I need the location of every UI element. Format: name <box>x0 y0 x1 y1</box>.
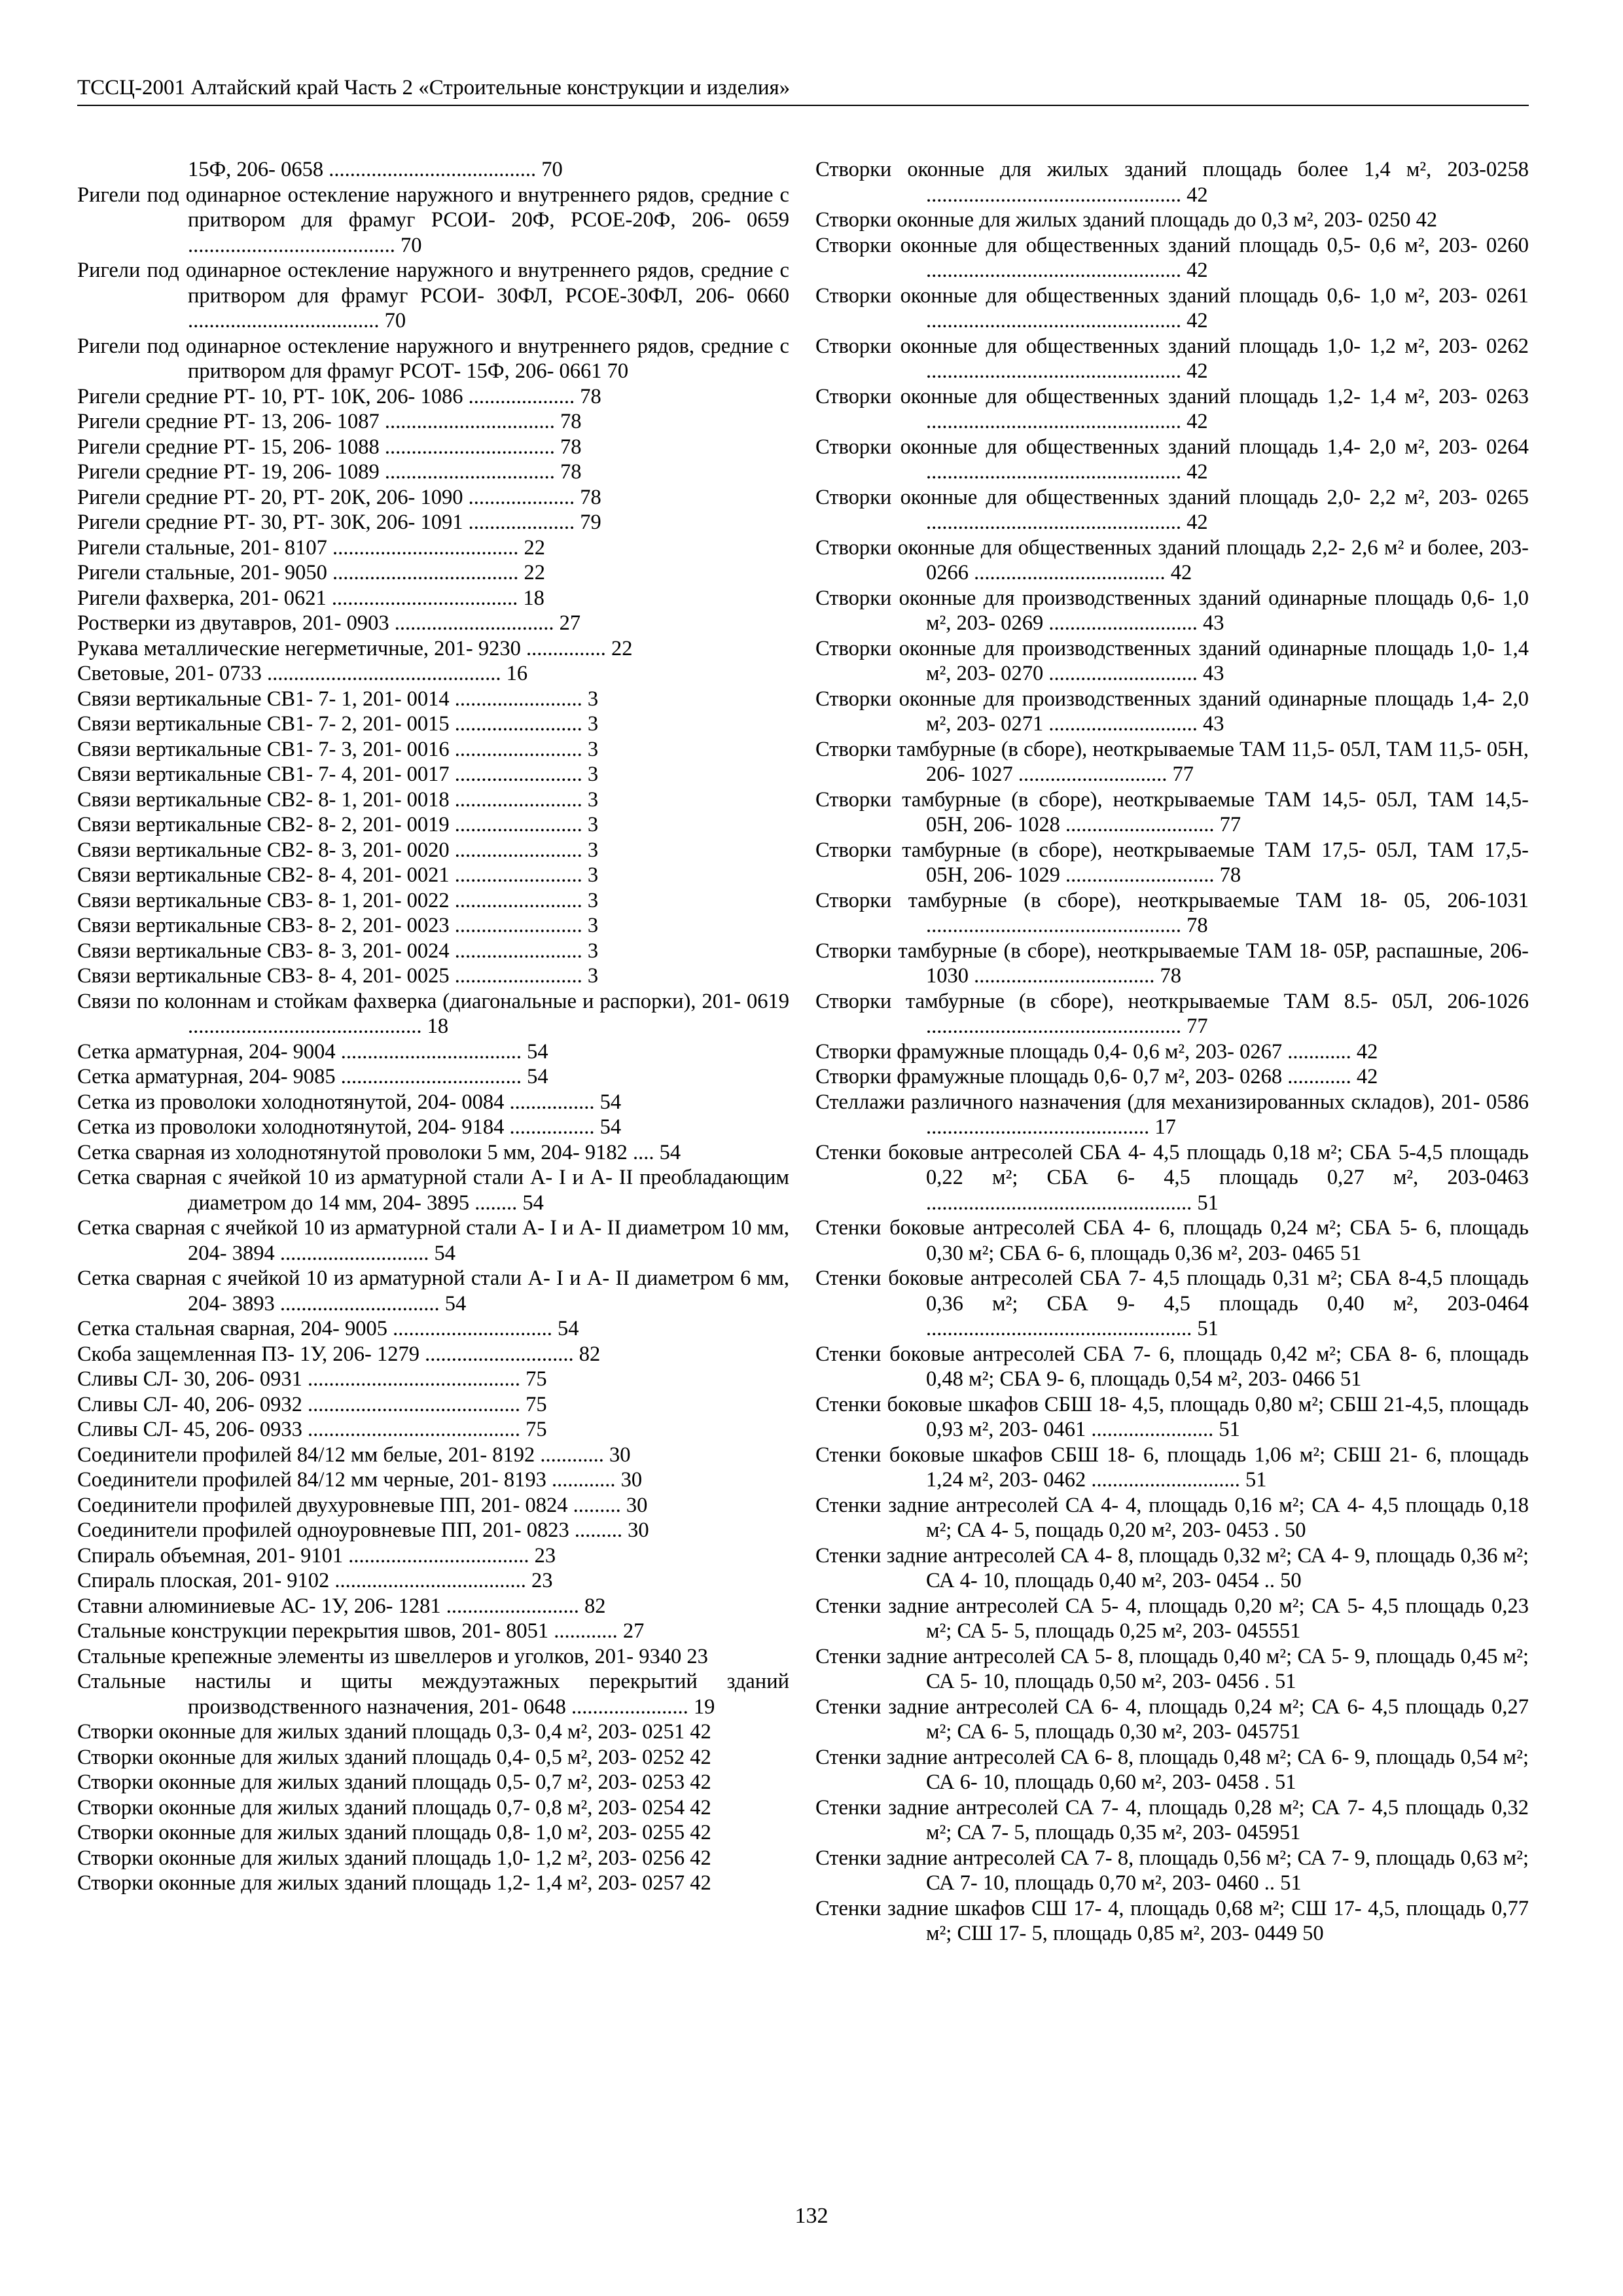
index-entry: Сетка арматурная, 204- 9085 .................................. 54 <box>77 1065 548 1088</box>
index-entry: Соединители профилей одноуровневые ПП, 201- 0823 ......... 30 <box>77 1518 649 1542</box>
index-entry: Сливы СЛ- 40, 206- 0932 ........................................ 75 <box>77 1392 547 1416</box>
index-entry: Стенки задние антресолей СА 5- 4, площадь 0,20 м²; СА 5- 4,5 площадь 0,23 м²; СА 5- 5, площадь 0,25 м², 203- 045551 <box>815 1594 1529 1643</box>
index-entry: Связи вертикальные СВ2- 8- 1, 201- 0018 ........................ 3 <box>77 787 599 812</box>
index-entry: Створки оконные для общественных зданий площадь 2,2- 2,6 м² и более, 203- 0266 .................................... 42 <box>815 535 1529 584</box>
index-entry: Створки оконные для общественных зданий площадь 2,0- 2,2 м², 203- 0265 ................................................ 42 <box>815 485 1529 534</box>
index-entry: Створки тамбурные (в сборе), неоткрываемые ТАМ 18- 05Р, распашные, 206- 1030 .................................. 78 <box>815 939 1529 988</box>
index-entry: Сливы СЛ- 30, 206- 0931 ........................................ 75 <box>77 1367 547 1391</box>
index-entry: Скоба защемленная ПЗ- 1У, 206- 1279 ............................ 82 <box>77 1342 601 1366</box>
index-entry: Световые, 201- 0733 ............................................ 16 <box>77 662 528 685</box>
index-entry: Створки тамбурные (в сборе), неоткрываемые ТАМ 14,5- 05Л, ТАМ 14,5- 05Н, 206- 1028 ............................ 77 <box>815 787 1529 836</box>
index-entry: Рукава металлические негерметичные, 201- 9230 ............... 22 <box>77 636 633 660</box>
index-entry: Ростверки из двутавров, 201- 0903 .............................. 27 <box>77 611 581 635</box>
index-entry: Створки тамбурные (в сборе), неоткрываемые ТАМ 11,5- 05Л, ТАМ 11,5- 05Н, 206- 1027 ............................ 77 <box>815 737 1529 786</box>
index-entry: Ригели под одинарное остекление наружного и внутреннего рядов, средние с притвором для фрамуг РСОИ- 30ФЛ, РСОЕ-30ФЛ, 206- 0660 .................................... 70 <box>77 259 789 332</box>
index-column-left <box>77 157 789 1896</box>
index-entry: Сетка из проволоки холоднотянутой, 204- 9184 ................ 54 <box>77 1115 622 1139</box>
index-entry: Стенки боковые антресолей СБА 7- 6, площадь 0,42 м²; СБА 8- 6, площадь 0,48 м²; СБА 9- 6, площадь 0,54 м², 203- 0466 51 <box>815 1342 1529 1391</box>
index-entry: Стенки задние антресолей СА 7- 4, площадь 0,28 м²; СА 7- 4,5 площадь 0,32 м²; СА 7- 5, площадь 0,35 м², 203- 045951 <box>815 1795 1529 1844</box>
index-entry: Стенки задние антресолей СА 4- 4, площадь 0,16 м²; СА 4- 4,5 площадь 0,18 м²; СА 4- 5, пощадь 0,20 м², 203- 0453 . 50 <box>815 1493 1529 1542</box>
index-entry: Створки оконные для жилых зданий площадь 0,5- 0,7 м², 203- 0253 42 <box>77 1770 711 1794</box>
index-entry: Сетка стальная сварная, 204- 9005 .............................. 54 <box>77 1317 579 1340</box>
index-entry: Стенки боковые шкафов СБШ 18- 4,5, площадь 0,80 м²; СБШ 21-4,5, площадь 0,93 м², 203- 0461 ....................... 51 <box>815 1392 1529 1441</box>
index-entry: Связи вертикальные СВ2- 8- 4, 201- 0021 ........................ 3 <box>77 863 599 887</box>
index-entry: Связи вертикальные СВ3- 8- 1, 201- 0022 ........................ 3 <box>77 888 599 912</box>
index-entry: Створки оконные для общественных зданий площадь 1,0- 1,2 м², 203- 0262 ................................................ 42 <box>815 334 1529 383</box>
index-entry: Створки оконные для жилых зданий площадь 0,7- 0,8 м², 203- 0254 42 <box>77 1795 711 1820</box>
index-entry: Спираль объемная, 201- 9101 .................................. 23 <box>77 1543 556 1568</box>
index-entry: Ригели под одинарное остекление наружного и внутреннего рядов, средние с притвором для фрамуг РСОТ- 15Ф, 206- 0661 70 <box>77 334 789 383</box>
index-entry: Сливы СЛ- 45, 206- 0933 ........................................ 75 <box>77 1418 547 1441</box>
index-entry: Стенки боковые антресолей СБА 4- 6, площадь 0,24 м²; СБА 5- 6, площадь 0,30 м²; СБА 6- 6, площадь 0,36 м², 203- 0465 51 <box>815 1216 1529 1265</box>
index-entry: Стальные настилы и щиты междуэтажных перекрытий зданий производственного назначения, 201- 0648 ...................... 19 <box>77 1670 789 1719</box>
index-entry: Ригели средние РТ- 19, 206- 1089 ................................ 78 <box>77 460 582 484</box>
index-entry: Ригели стальные, 201- 8107 ................................... 22 <box>77 535 546 560</box>
index-entry: Створки оконные для общественных зданий площадь 0,6- 1,0 м², 203- 0261 ................................................ 42 <box>815 283 1529 332</box>
index-entry: Сетка сварная из холоднотянутой проволоки 5 мм, 204- 9182 .... 54 <box>77 1140 681 1164</box>
index-entry: Створки тамбурные (в сборе), неоткрываемые ТАМ 8.5- 05Л, 206-1026 ................................................ 77 <box>815 989 1529 1038</box>
index-entry: Спираль плоская, 201- 9102 .................................... 23 <box>77 1569 553 1592</box>
index-entry: Ставни алюминиевые АС- 1У, 206- 1281 ......................... 82 <box>77 1594 606 1618</box>
index-entry: Связи вертикальные СВ1- 7- 2, 201- 0015 ........................ 3 <box>77 712 599 736</box>
index-entry: Створки фрамужные площадь 0,6- 0,7 м², 203- 0268 ............ 42 <box>815 1065 1378 1088</box>
index-entry: Створки оконные для жилых зданий площадь до 0,3 м², 203- 0250 42 <box>815 208 1438 232</box>
index-entry: Ригели средние РТ- 13, 206- 1087 ................................ 78 <box>77 410 582 433</box>
index-entry: Стальные конструкции перекрытия швов, 201- 8051 ............ 27 <box>77 1619 645 1643</box>
index-entry: Створки оконные для жилых зданий площадь 0,4- 0,5 м², 203- 0252 42 <box>77 1745 711 1769</box>
index-entry: Стенки боковые шкафов СБШ 18- 6, площадь 1,06 м²; СБШ 21- 6, площадь 1,24 м², 203- 0462 ............................ 51 <box>815 1443 1529 1492</box>
index-entry: Стеллажи различного назначения (для механизированных складов), 201- 0586 .......................................... 17 <box>815 1090 1529 1139</box>
index-entry: Связи вертикальные СВ3- 8- 3, 201- 0024 ........................ 3 <box>77 939 599 963</box>
index-entry: Стенки задние антресолей СА 5- 8, площадь 0,40 м²; СА 5- 9, площадь 0,45 м²; СА 5- 10, площадь 0,50 м², 203- 0456 . 51 <box>815 1644 1529 1693</box>
index-entry: Связи вертикальные СВ1- 7- 4, 201- 0017 ........................ 3 <box>77 762 599 786</box>
index-entry: Створки оконные для общественных зданий площадь 0,5- 0,6 м², 203- 0260 ................................................ 42 <box>815 233 1529 282</box>
index-entry: Связи по колоннам и стойкам фахверка (диагональные и распорки), 201- 0619 ............................................ 18 <box>77 989 789 1038</box>
index-entry: Створки оконные для жилых зданий площадь 0,3- 0,4 м², 203- 0251 42 <box>77 1720 711 1744</box>
index-entry: Сетка сварная с ячейкой 10 из арматурной стали А- I и А- II преобладающим диаметром до 14 мм, 204- 3895 ........ 54 <box>77 1166 789 1215</box>
index-entry: Соединители профилей двухуровневые ПП, 201- 0824 ......... 30 <box>77 1493 648 1517</box>
index-entry: Створки оконные для общественных зданий площадь 1,4- 2,0 м², 203- 0264 ................................................ 42 <box>815 435 1529 484</box>
page-number: 132 <box>794 2204 829 2228</box>
index-entry: Створки фрамужные площадь 0,4- 0,6 м², 203- 0267 ............ 42 <box>815 1039 1378 1064</box>
index-entry: Створки оконные для жилых зданий площадь 0,8- 1,0 м², 203- 0255 42 <box>77 1821 711 1844</box>
index-entry: Ригели стальные, 201- 9050 ................................... 22 <box>77 561 546 584</box>
index-entry: Створки тамбурные (в сборе), неоткрываемые ТАМ 18- 05, 206-1031 ................................................ 78 <box>815 888 1529 937</box>
index-entry: Створки оконные для общественных зданий площадь 1,2- 1,4 м², 203- 0263 ................................................ 42 <box>815 384 1529 433</box>
index-entry: 15Ф, 206- 0658 ....................................... 70 <box>188 158 563 181</box>
index-entry: Створки оконные для жилых зданий площадь более 1,4 м², 203-0258 ................................................ 42 <box>815 158 1529 207</box>
index-entry: Связи вертикальные СВ3- 8- 2, 201- 0023 ........................ 3 <box>77 914 599 937</box>
index-entry: Связи вертикальные СВ2- 8- 2, 201- 0019 ........................ 3 <box>77 813 599 836</box>
index-entry: Сетка сварная с ячейкой 10 из арматурной стали А- I и А- II диаметром 10 мм, 204- 3894 ............................ 54 <box>77 1216 789 1265</box>
index-entry: Стенки боковые антресолей СБА 4- 4,5 площадь 0,18 м²; СБА 5-4,5 площадь 0,22 м²; СБА 6- 4,5 площадь 0,27 м², 203-0463 .................................................. 51 <box>815 1140 1529 1215</box>
index-entry: Стенки задние антресолей СА 6- 8, площадь 0,48 м²; СА 6- 9, площадь 0,54 м²; СА 6- 10, площадь 0,60 м², 203- 0458 . 51 <box>815 1745 1529 1794</box>
index-entry: Связи вертикальные СВ1- 7- 1, 201- 0014 ........................ 3 <box>77 687 599 711</box>
index-entry: Ригели фахверка, 201- 0621 ................................... 18 <box>77 586 544 610</box>
index-entry: Створки оконные для производственных зданий одинарные площадь 0,6- 1,0 м², 203- 0269 ............................ 43 <box>815 586 1529 635</box>
index-entry: Стенки задние антресолей СА 7- 8, площадь 0,56 м²; СА 7- 9, площадь 0,63 м²; СА 7- 10, площадь 0,70 м², 203- 0460 .. 51 <box>815 1846 1529 1895</box>
index-entry: Ригели средние РТ- 20, РТ- 20К, 206- 1090 .................... 78 <box>77 485 601 509</box>
index-entry: Створки оконные для жилых зданий площадь 1,0- 1,2 м², 203- 0256 42 <box>77 1846 711 1870</box>
index-entry: Связи вертикальные СВ3- 8- 4, 201- 0025 ........................ 3 <box>77 964 599 988</box>
index-entry: Стенки задние антресолей СА 4- 8, площадь 0,32 м²; СА 4- 9, площадь 0,36 м²; СА 4- 10, площадь 0,40 м², 203- 0454 .. 50 <box>815 1543 1529 1592</box>
index-entry: Стальные крепежные элементы из швеллеров и уголков, 201- 9340 23 <box>77 1644 708 1668</box>
index-entry: Сетка арматурная, 204- 9004 .................................. 54 <box>77 1039 548 1064</box>
index-entry: Стенки задние антресолей СА 6- 4, площадь 0,24 м²; СА 6- 4,5 площадь 0,27 м²; СА 6- 5, площадь 0,30 м², 203- 045751 <box>815 1695 1529 1744</box>
index-entry: Створки оконные для производственных зданий одинарные площадь 1,4- 2,0 м², 203- 0271 ............................ 43 <box>815 687 1529 736</box>
index-entry: Сетка сварная с ячейкой 10 из арматурной стали А- I и А- II диаметром 6 мм, 204- 3893 .............................. 54 <box>77 1266 789 1316</box>
page-header <box>77 75 1529 106</box>
index-entry: Створки оконные для производственных зданий одинарные площадь 1,0- 1,4 м², 203- 0270 ............................ 43 <box>815 636 1529 685</box>
index-entry: Соединители профилей 84/12 мм черные, 201- 8193 ............ 30 <box>77 1468 643 1492</box>
index-entry: Ригели средние РТ- 30, РТ- 30К, 206- 1091 .................... 79 <box>77 511 601 534</box>
index-column-right <box>815 157 1529 1946</box>
index-entry: Стенки боковые антресолей СБА 7- 4,5 площадь 0,31 м²; СБА 8-4,5 площадь 0,36 м²; СБА 9- 4,5 площадь 0,40 м², 203-0464 .................................................. 51 <box>815 1266 1529 1340</box>
index-entry: Створки оконные для жилых зданий площадь 1,2- 1,4 м², 203- 0257 42 <box>77 1871 711 1895</box>
index-entry: Связи вертикальные СВ1- 7- 3, 201- 0016 ........................ 3 <box>77 737 599 761</box>
index-entry: Створки тамбурные (в сборе), неоткрываемые ТАМ 17,5- 05Л, ТАМ 17,5- 05Н, 206- 1029 ............................ 78 <box>815 838 1529 887</box>
index-entry: Стенки задние шкафов СШ 17- 4, площадь 0,68 м²; СШ 17- 4,5, площадь 0,77 м²; СШ 17- 5, площадь 0,85 м², 203- 0449 50 <box>815 1896 1529 1945</box>
index-entry: Сетка из проволоки холоднотянутой, 204- 0084 ................ 54 <box>77 1090 622 1114</box>
index-entry: Связи вертикальные СВ2- 8- 3, 201- 0020 ........................ 3 <box>77 838 599 862</box>
header-title: ТССЦ-2001 Алтайский край Часть 2 «Строительные конструкции и изделия» <box>77 76 791 99</box>
index-entry: Ригели средние РТ- 10, РТ- 10К, 206- 1086 .................... 78 <box>77 384 601 408</box>
index-entry: Соединители профилей 84/12 мм белые, 201- 8192 ............ 30 <box>77 1443 631 1467</box>
index-entry: Ригели под одинарное остекление наружного и внутреннего рядов, средние с притвором для фрамуг РСОИ- 20Ф, РСОЕ-20Ф, 206- 0659 ....................................... 70 <box>77 183 789 257</box>
index-entry: Ригели средние РТ- 15, 206- 1088 ................................ 78 <box>77 435 582 459</box>
